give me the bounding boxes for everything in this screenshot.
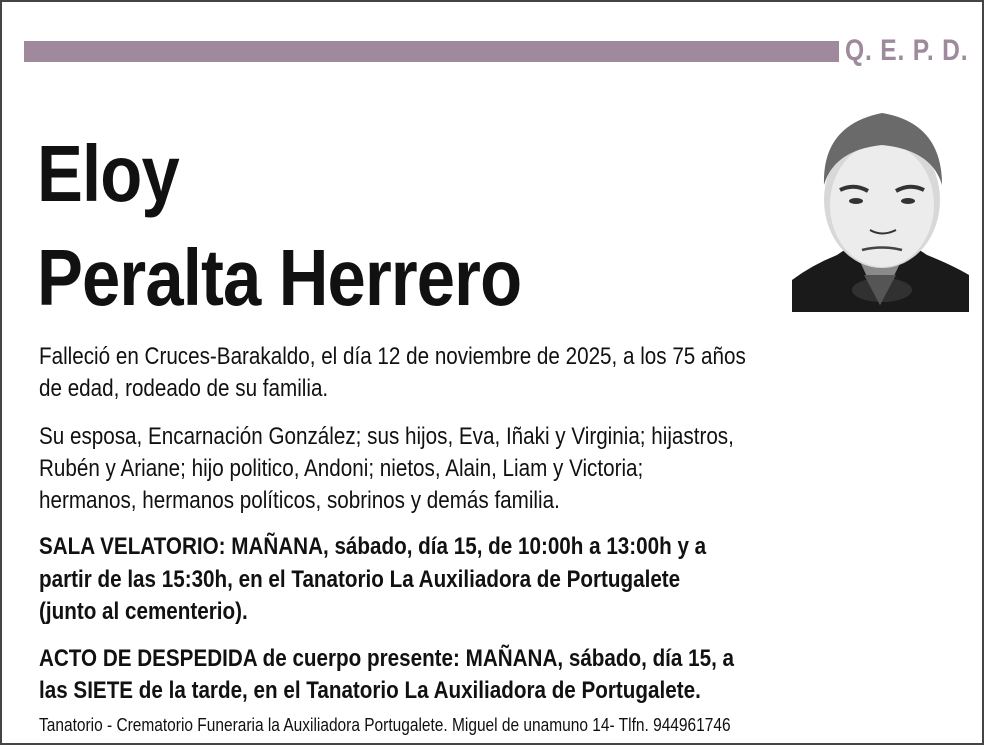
header-bar: [24, 41, 839, 62]
family-line: hermanos, hermanos políticos, sobrinos y demás familia.: [39, 487, 560, 514]
funeral-home-footer: Tanatorio - Crematorio Funeraria la Auxiliadora Portugalete. Miguel de unamuno 14- Tlfn. 944961746: [39, 715, 731, 735]
farewell-info-line: las SIETE de la tarde, en el Tanatorio La Auxiliadora de Portugalete.: [39, 677, 701, 704]
death-info-line: Falleció en Cruces-Barakaldo, el día 12 de noviembre de 2025, a los 75 años: [39, 343, 746, 370]
family-line: Su esposa, Encarnación González; sus hijos, Eva, Iñaki y Virginia; hijastros,: [39, 423, 734, 450]
farewell-info-line: ACTO DE DESPEDIDA de cuerpo presente: MAÑANA, sábado, día 15, a: [39, 645, 735, 672]
wake-info-line: partir de las 15:30h, en el Tanatorio La Auxiliadora de Portugalete: [39, 566, 681, 593]
qepd-label: Q. E. P. D.: [845, 34, 969, 67]
death-info-line: de edad, rodeado de su familia.: [39, 375, 329, 402]
first-name: Eloy: [37, 129, 179, 218]
wake-info-line: SALA VELATORIO: MAÑANA, sábado, día 15, de 10:00h a 13:00h y a: [39, 533, 707, 560]
family-line: Rubén y Ariane; hijo politico, Andoni; nietos, Alain, Liam y Victoria;: [39, 455, 644, 482]
wake-info-line: (junto al cementerio).: [39, 598, 248, 625]
last-name: Peralta Herrero: [37, 233, 522, 322]
portrait-photo: [792, 105, 969, 312]
